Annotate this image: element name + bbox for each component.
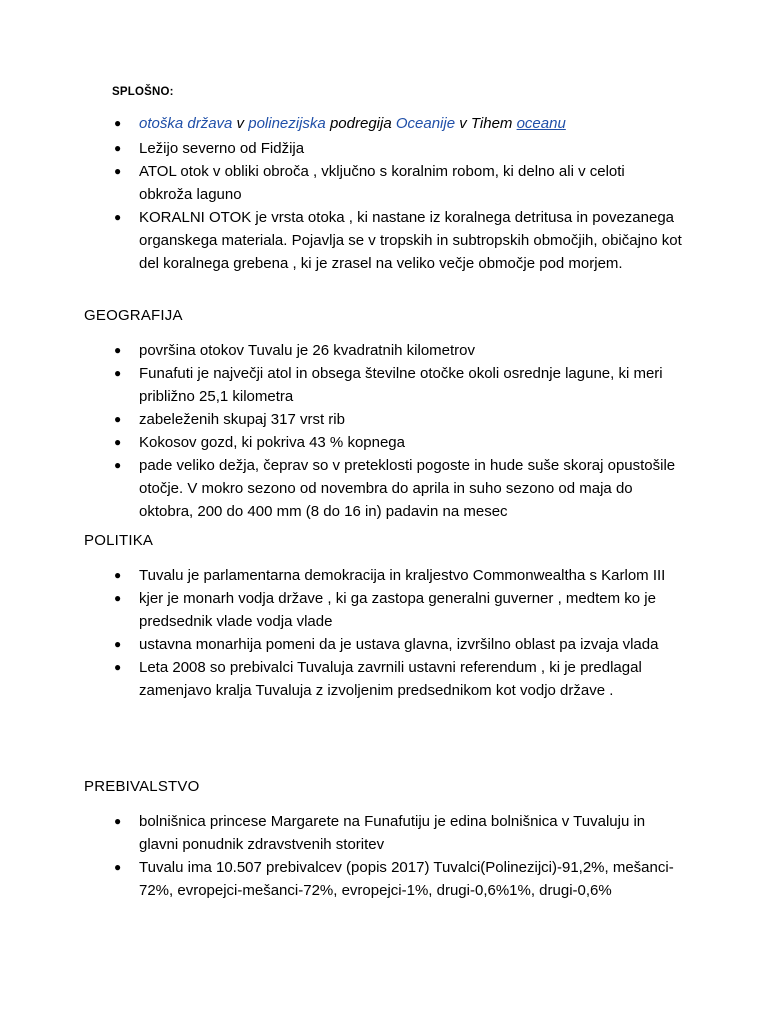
splosno-lead-list	[112, 112, 682, 135]
bullet-icon: ●	[114, 412, 122, 426]
list-item-text: KORALNI OTOK je vrsta otoka , ki nastane iz koralnega detritusa in povezanega organskega materiala. Pojavlja se v tropskih in subtropskih območjih, običajno kot del koralnega grebena , ki je zrasel na veliko večje območje pod morjem.	[139, 209, 682, 272]
list-item-text: bolnišnica princese Margarete na Funafutiju je edina bolnišnica v Tuvaluju in glavni ponudnik zdravstvenih storitev	[139, 813, 646, 853]
link-oceanije[interactable]: Oceanije	[395, 115, 456, 132]
link-polinezijska[interactable]: polinezijska	[248, 115, 326, 132]
list-item	[112, 454, 682, 523]
bullet-icon: ●	[114, 860, 122, 874]
bullet-icon: ●	[114, 435, 122, 449]
link-oceanu[interactable]: oceanu	[516, 115, 566, 132]
list-item-text: kjer je monarh vodja države , ki ga zastopa generalni guverner , medtem ko je predsednik vlade vodja vlade	[139, 590, 656, 630]
list-item	[112, 587, 682, 633]
list-item-text: ustavna monarhija pomeni da je ustava glavna, izvršilno oblast pa izvaja vlada	[139, 636, 659, 653]
list-item-text: Tuvalu je parlamentarna demokracija in kraljestvo Commonwealtha s Karlom III	[139, 567, 666, 584]
geografija-list	[112, 339, 682, 523]
section-heading-splosno: SPLOŠNO:	[112, 86, 174, 98]
politika-list	[112, 564, 682, 702]
list-item-text: zabeleženih skupaj 317 vrst rib	[139, 411, 345, 428]
section-heading-politika: POLITIKA	[84, 532, 154, 549]
list-item-text: pade veliko dežja, čeprav so v preteklosti pogoste in hude suše skoraj opustošile otočje. V mokro sezono od novembra do aprila in suho sezono od maja do oktobra, 200 do 400 mm (8 do 16 in) padavin na mesec	[139, 457, 676, 520]
bullet-icon: ●	[114, 637, 122, 651]
bullet-icon: ●	[114, 458, 122, 472]
bullet-icon: ●	[114, 660, 122, 674]
bullet-icon: ●	[114, 141, 122, 155]
bullet-icon: ●	[114, 116, 122, 130]
list-item	[112, 856, 682, 902]
lead-text: v	[232, 115, 249, 132]
bullet-icon: ●	[114, 814, 122, 828]
bullet-icon: ●	[114, 164, 122, 178]
list-item	[112, 339, 682, 362]
list-item-text: Funafuti je največji atol in obsega številne otočke okoli osrednje lagune, ki meri približno 25,1 kilometra	[139, 365, 663, 405]
section-heading-geografija: GEOGRAFIJA	[84, 307, 183, 324]
list-item	[112, 656, 682, 702]
prebivalstvo-list	[112, 810, 682, 902]
bullet-icon: ●	[114, 591, 122, 605]
list-item	[112, 431, 682, 454]
list-item	[112, 137, 682, 160]
list-item-text: Ležijo severno od Fidžija	[139, 140, 305, 157]
list-item-text: Tuvalu ima 10.507 prebivalcev (popis 2017) Tuvalci(Polinezijci)-91,2%, mešanci-72%, evropejci-mešanci-72%, evropejci-1%, drugi-0,6%1%, drugi-0,6%	[139, 859, 674, 899]
bullet-icon: ●	[114, 568, 122, 582]
list-item	[112, 810, 682, 856]
list-item	[112, 408, 682, 431]
lead-text: v Tihem	[455, 115, 517, 132]
bullet-icon: ●	[114, 210, 122, 224]
list-item	[112, 564, 682, 587]
bullet-icon: ●	[114, 343, 122, 357]
splosno-list	[112, 137, 682, 275]
list-item	[112, 112, 682, 135]
list-item-text: Leta 2008 so prebivalci Tuvaluja zavrnili ustavni referendum , ki je predlagal zamenjavo kralja Tuvaluja z izvoljenim predsednikom kot vodjo države .	[139, 659, 642, 699]
list-item	[112, 160, 682, 206]
list-item-text: ATOL otok v obliki obroča , vključno s koralnim robom, ki delno ali v celoti obkroža laguno	[139, 163, 625, 203]
list-item	[112, 633, 682, 656]
bullet-icon: ●	[114, 366, 122, 380]
list-item-text: Kokosov gozd, ki pokriva 43 % kopnega	[139, 434, 405, 451]
lead-text: podregija	[325, 115, 396, 132]
section-heading-prebivalstvo: PREBIVALSTVO	[84, 778, 200, 795]
link-otoska-drzava[interactable]: otoška država	[139, 115, 233, 132]
list-item-text: površina otokov Tuvalu je 26 kvadratnih kilometrov	[139, 342, 476, 359]
list-item	[112, 206, 682, 275]
list-item	[112, 362, 682, 408]
